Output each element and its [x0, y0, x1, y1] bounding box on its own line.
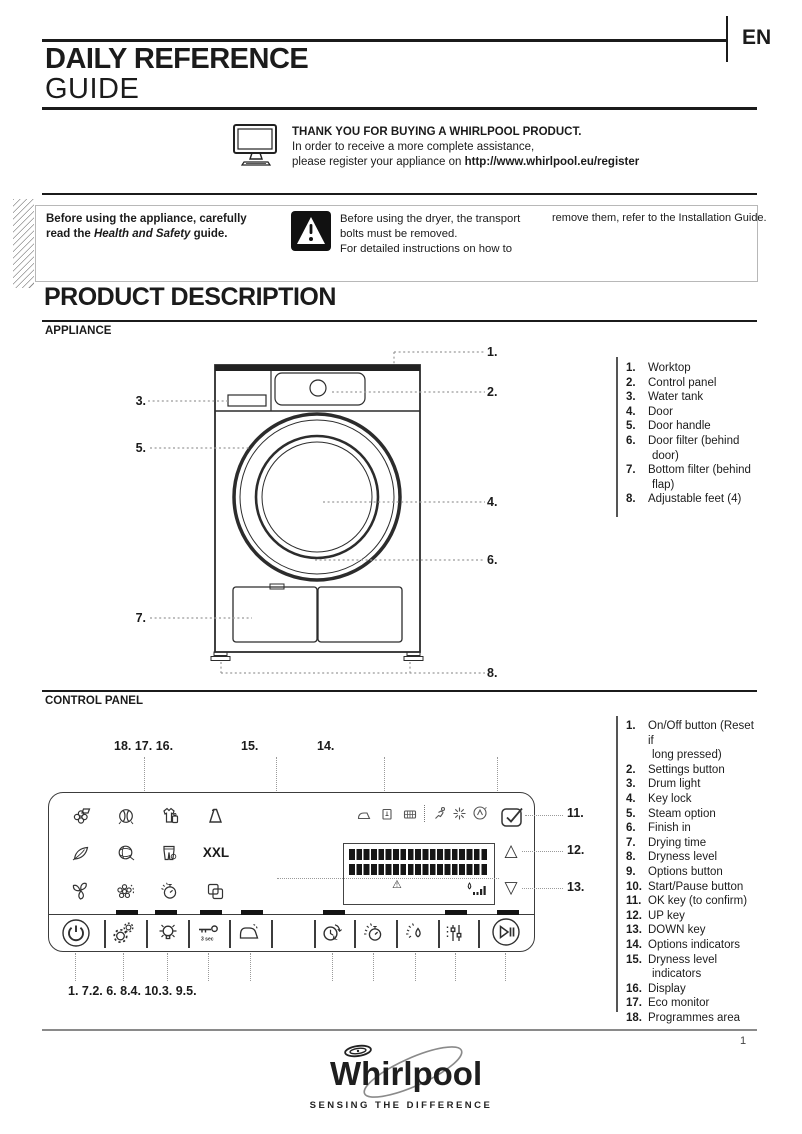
panel-callout-12: 12.	[567, 843, 585, 857]
panel-callout-14: 14.	[317, 739, 335, 753]
selection-mark	[497, 910, 519, 915]
steam-option-button[interactable]	[236, 918, 266, 948]
time-programme-icon	[156, 878, 182, 904]
legend-item: 2. Control panel	[626, 376, 717, 389]
down-key-icon[interactable]: ▽	[504, 878, 518, 898]
mix-layers-icon	[202, 878, 228, 904]
selection-mark	[116, 910, 138, 915]
legend-item: 11. OK key (to confirm)	[626, 895, 748, 908]
legend-item: 6. Finish in	[626, 822, 691, 835]
legend-item-cont: indicators	[652, 968, 702, 981]
legend-item: 13. DOWN key	[626, 924, 706, 937]
delicates-feather-icon	[68, 840, 94, 866]
door	[234, 414, 400, 580]
settings-button[interactable]	[109, 918, 139, 948]
anti-allergy-flower-icon	[113, 878, 139, 904]
register-line3	[292, 156, 639, 168]
start-pause-button[interactable]	[491, 917, 521, 947]
connector-line	[522, 851, 563, 852]
panel-legend	[626, 719, 760, 1025]
refresh-fan-icon	[68, 878, 94, 904]
header-bottom-rule	[42, 107, 757, 110]
appliance-callout-7: 7.	[135, 611, 146, 625]
panel-callout-18-17-16: 18. 17. 16.	[114, 739, 174, 753]
selection-mark	[241, 910, 263, 915]
control-panel-heading: CONTROL PANEL	[45, 695, 143, 707]
display-segment-row	[349, 849, 487, 860]
dry-flat-rack-indicator-icon	[403, 808, 417, 821]
connector-line	[415, 953, 416, 981]
refresh-garment-indicator-icon	[472, 805, 488, 821]
appliance-rule	[42, 320, 757, 322]
connector-line	[208, 953, 209, 981]
drum-light-button[interactable]	[153, 918, 183, 948]
safety-right-text: remove them, refer to the Installation Guide.	[552, 212, 767, 224]
lang-divider	[726, 16, 728, 62]
selection-mark	[445, 910, 467, 915]
legend-item: 14. Options indicators	[626, 938, 741, 951]
hatch-decoration	[13, 199, 34, 288]
panel-bottom-callout: 1. 7.2. 6. 8.4. 10.3. 9.5.	[68, 984, 197, 998]
register-url: http://www.whirlpool.eu/register	[464, 156, 640, 168]
page-number: 1	[740, 1035, 747, 1047]
ok-key-icon[interactable]	[499, 804, 525, 830]
connector-line	[250, 953, 251, 981]
water-tank	[228, 395, 266, 406]
drum-opening	[256, 436, 378, 558]
display	[343, 843, 495, 905]
legend-item-cont: flap)	[652, 478, 675, 491]
legend-item: 4. Key lock	[626, 792, 692, 805]
jeans-programme-icon	[156, 840, 182, 866]
legend-item: 7. Bottom filter (behind	[626, 464, 751, 477]
synthetics-programme-icon	[156, 803, 182, 829]
legend-item: 2. Settings button	[626, 763, 725, 776]
legend-item-cont: long pressed)	[652, 749, 722, 762]
doc-title-line1: DAILY REFERENCE	[45, 43, 309, 75]
legend-item: 17. Eco monitor	[626, 997, 710, 1010]
worktop	[215, 365, 420, 371]
legend-item: 3. Drum light	[626, 778, 701, 791]
drying-time-button[interactable]	[318, 918, 348, 948]
control-panel	[48, 792, 535, 952]
wool-cone-programme-icon	[202, 803, 228, 829]
appliance-legend	[626, 361, 758, 507]
register-bottom-rule	[42, 193, 757, 195]
button-divider	[146, 920, 148, 948]
dryness-level-button[interactable]	[359, 918, 389, 948]
appliance-callout-8: 8.	[487, 666, 498, 680]
legend-item: 8. Dryness level	[626, 851, 718, 864]
fast-dry-runner-indicator-icon	[433, 806, 448, 821]
register-line2: In order to receive a more complete assistance,	[292, 141, 535, 153]
key-lock-button[interactable]	[194, 918, 224, 948]
register-heading: THANK YOU FOR BUYING A WHIRLPOOL PRODUCT.	[292, 126, 582, 138]
selection-mark	[200, 910, 222, 915]
connector-line	[455, 953, 456, 981]
selection-mark	[155, 910, 177, 915]
anti-crease-burst-indicator-icon	[452, 806, 467, 821]
mixed-programme-icon	[68, 803, 94, 829]
panel-callout-15: 15.	[241, 739, 259, 753]
button-divider	[229, 920, 231, 948]
connector-line	[75, 953, 76, 981]
appliance-callout-4: 4.	[487, 495, 498, 509]
up-key-icon[interactable]: △	[504, 841, 518, 861]
connector-line	[332, 953, 333, 981]
xxl-programme-label: XXL	[202, 845, 230, 860]
button-divider	[478, 920, 480, 948]
logo-wordmark: Whirlpool	[330, 1055, 483, 1092]
connector-line	[525, 815, 563, 816]
monitor-icon	[232, 123, 280, 167]
button-divider	[271, 920, 273, 948]
clock-sub-label: h.	[332, 936, 338, 942]
appliance-callout-5: 5.	[135, 441, 146, 455]
connector-line	[522, 888, 563, 889]
legend-item: 3. Water tank	[626, 391, 704, 404]
register-line3-prefix: please register your appliance on	[292, 156, 465, 168]
legend-item: 18. Programmes area	[626, 1011, 741, 1024]
section-title: PRODUCT DESCRIPTION	[44, 283, 336, 311]
button-divider	[438, 920, 440, 948]
control-panel-area	[275, 373, 365, 405]
steam-dryness-button[interactable]	[401, 918, 431, 948]
dryness-level-indicators-icon	[466, 882, 488, 897]
appliance-heading: APPLIANCE	[45, 325, 112, 337]
connector-line	[505, 953, 506, 981]
legend-item: 7. Drying time	[626, 836, 707, 849]
legend-item: 15. Dryness level	[626, 953, 718, 966]
appliance-callout-6: 6.	[487, 553, 498, 567]
connector-line	[373, 953, 374, 981]
key-lock-sub-label: 3 sec	[201, 936, 214, 943]
logo-tagline: SENSING THE DIFFERENCE	[309, 1100, 493, 1111]
button-divider	[314, 920, 316, 948]
connector-line	[277, 878, 499, 879]
appliance-callout-1: 1.	[487, 345, 498, 359]
panel-legend-bar	[616, 716, 618, 1012]
legend-item: 8. Adjustable feet (4)	[626, 493, 742, 506]
legend-item: 1. Worktop	[626, 362, 691, 374]
display-segment-row	[349, 864, 487, 875]
legend-item: 6. Door filter (behind	[626, 434, 740, 447]
options-button[interactable]	[441, 918, 471, 948]
bottom-filter-flap-right	[318, 587, 402, 642]
panel-callout-13: 13.	[567, 880, 585, 894]
appliance-callout-3: 3.	[135, 394, 146, 408]
legend-item: 12. UP key	[626, 909, 685, 922]
legend-item: 1. On/Off button (Reset if	[626, 720, 754, 747]
iron-indicator-icon	[357, 808, 371, 821]
indicator-divider	[424, 805, 425, 822]
appliance-legend-bar	[616, 357, 618, 517]
control-panel-rule	[42, 690, 757, 692]
legend-item: 5. Door handle	[626, 420, 711, 433]
legend-item: 9. Options button	[626, 865, 723, 878]
connector-line	[167, 953, 168, 981]
button-divider	[104, 920, 106, 948]
legend-item: 10. Start/Pause button	[626, 880, 744, 893]
wool-yarn-icon	[113, 840, 139, 866]
whirlpool-logo	[318, 1040, 488, 1098]
legend-item: 5. Steam option	[626, 807, 716, 820]
appliance-callout-2: 2.	[487, 385, 498, 399]
on-off-button[interactable]	[61, 918, 91, 948]
warning-triangle-icon	[291, 211, 331, 251]
connector-line	[123, 953, 124, 981]
legend-item: 16. Display	[626, 982, 686, 995]
legend-item: 4. Door	[626, 405, 673, 418]
display-warning-icon: ⚠	[392, 878, 402, 891]
header-top-rule	[42, 39, 727, 42]
hanger-cabinet-indicator-icon	[380, 807, 394, 821]
button-divider	[354, 920, 356, 948]
bottom-filter-flap-left	[233, 587, 317, 642]
language-badge: EN	[742, 26, 772, 49]
button-divider	[396, 920, 398, 948]
panel-callout-11: 11.	[567, 806, 584, 820]
button-divider	[188, 920, 190, 948]
safety-middle-text: Before using the dryer, the transport bolts must be removed. For detailed instructions on how to	[340, 213, 521, 255]
cotton-programme-icon	[113, 803, 139, 829]
safety-left-text: Before using the appliance, carefully read the Health and Safety guide.	[46, 213, 247, 240]
safety-left-italic: Health and Safety	[93, 228, 191, 240]
doc-title-line2: GUIDE	[45, 73, 140, 105]
selection-mark	[323, 910, 345, 915]
legend-item-cont: door)	[652, 449, 679, 462]
footer-rule	[42, 1029, 757, 1031]
